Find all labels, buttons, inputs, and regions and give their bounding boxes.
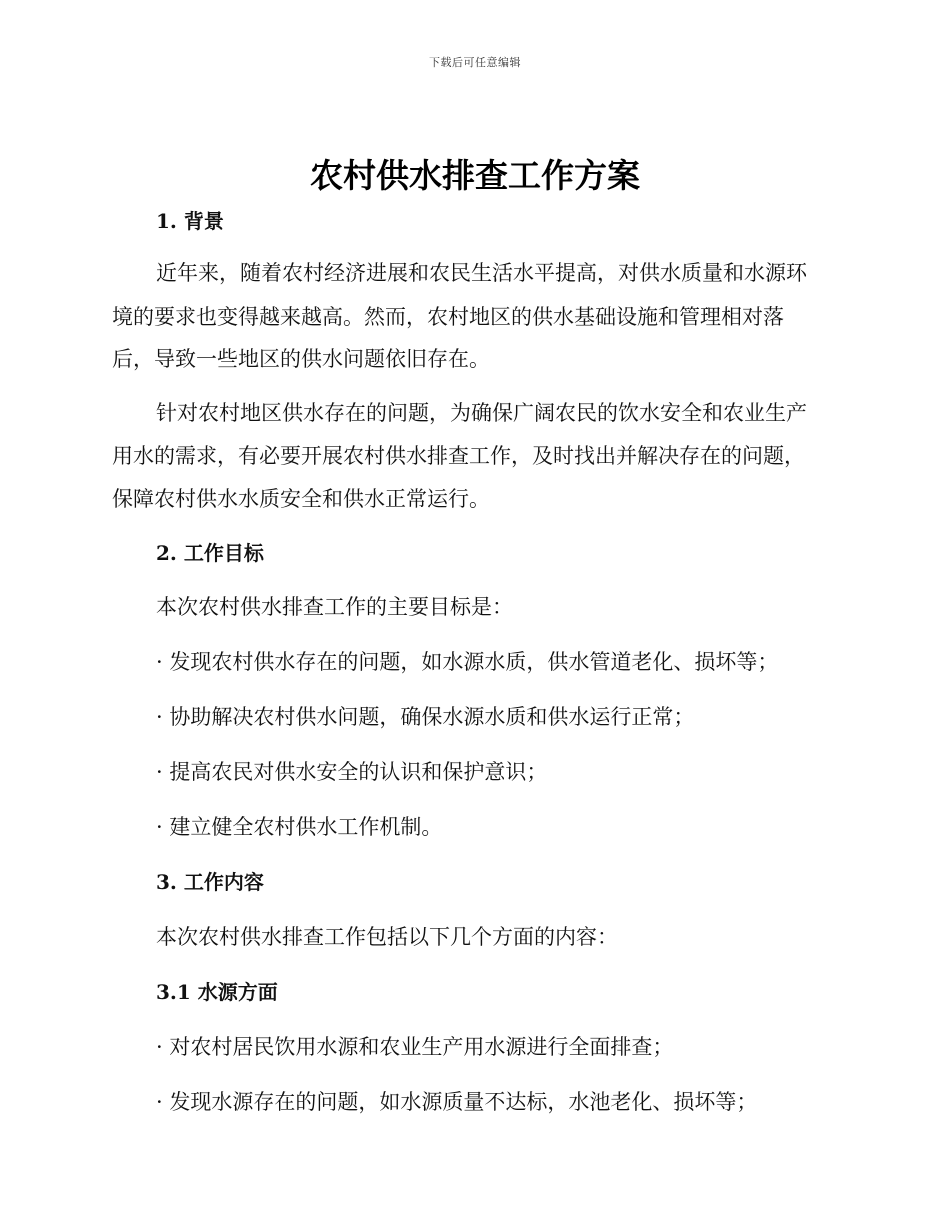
paragraph-line: 近年来，随着农村经济进展和农民生活水平提高，对供水质量和水源环 [156, 261, 807, 285]
section-heading-background: 1. 背景 [156, 209, 224, 233]
goals-intro: 本次农村供水排查工作的主要目标是： [156, 595, 513, 619]
paragraph-line: 保障农村供水水质安全和供水正常运行。 [112, 487, 490, 511]
paragraph-line: 境的要求也变得越来越高。然而，农村地区的供水基础设施和管理相对落 [112, 305, 784, 329]
paragraph-line: 后，导致一些地区的供水问题依旧存在。 [112, 347, 490, 371]
document-title: 农村供水排查工作方案 [310, 156, 640, 195]
paragraph-line: 针对农村地区供水存在的问题，为确保广阔农民的饮水安全和农业生产 [156, 401, 807, 425]
paragraph-line: 用水的需求，有必要开展农村供水排查工作，及时找出并解决存在的问题， [112, 444, 805, 468]
list-item: · 协助解决农村供水问题，确保水源水质和供水运行正常； [156, 705, 695, 729]
subsection-heading-water-source: 3.1 水源方面 [156, 980, 278, 1004]
list-item: · 发现农村供水存在的问题，如水源水质，供水管道老化、损坏等； [156, 650, 779, 674]
list-item: · 发现水源存在的问题，如水源质量不达标，水池老化、损坏等； [156, 1090, 758, 1114]
section-heading-content: 3. 工作内容 [156, 870, 264, 894]
section-heading-goals: 2. 工作目标 [156, 541, 264, 565]
content-intro: 本次农村供水排查工作包括以下几个方面的内容： [156, 925, 618, 949]
list-item: · 建立健全农村供水工作机制。 [156, 815, 443, 839]
list-item: · 提高农民对供水安全的认识和保护意识； [156, 760, 548, 784]
list-item: · 对农村居民饮用水源和农业生产用水源进行全面排查； [156, 1035, 674, 1059]
page-header-note: 下载后可任意编辑 [429, 56, 521, 69]
